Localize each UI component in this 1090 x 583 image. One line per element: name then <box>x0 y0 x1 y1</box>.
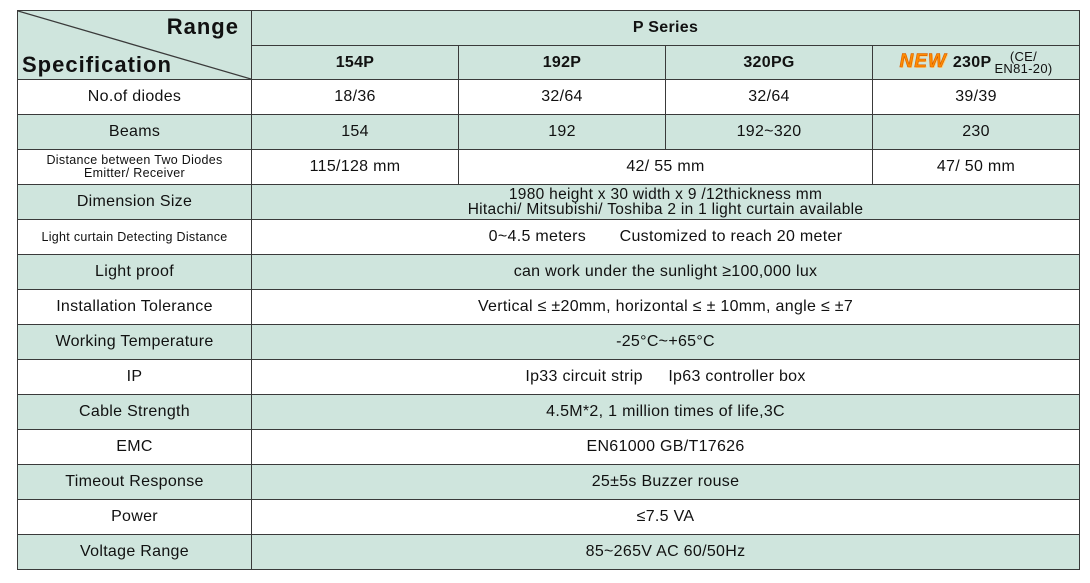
cell-distance-230p: 47/ 50 mm <box>873 150 1080 185</box>
row-timeout <box>18 465 1080 500</box>
row-beams <box>18 115 1080 150</box>
cell-diodes-154p: 18/36 <box>252 80 459 115</box>
cell-voltage: 85~265V AC 60/50Hz <box>252 535 1080 570</box>
label-distance-line-1: Distance between Two Diodes <box>46 153 223 167</box>
label-diodes: No.of diodes <box>18 80 252 115</box>
cell-diodes-192p: 32/64 <box>459 80 666 115</box>
label-emc: EMC <box>18 430 252 465</box>
ip-value-2: Ip63 controller box <box>668 368 806 385</box>
row-light-proof <box>18 255 1080 290</box>
cell-temperature: -25°C~+65°C <box>252 325 1080 360</box>
model-230p-label: 230P <box>952 53 992 71</box>
cell-beams-320pg: 192~320 <box>666 115 873 150</box>
cell-ip <box>252 360 1080 395</box>
label-voltage: Voltage Range <box>18 535 252 570</box>
row-diodes <box>18 80 1080 115</box>
cell-cable: 4.5M*2, 1 million times of life,3C <box>252 395 1080 430</box>
spec-table <box>17 10 1080 570</box>
model-154p: 154P <box>252 46 459 80</box>
row-temperature <box>18 325 1080 360</box>
cell-beams-230p: 230 <box>873 115 1080 150</box>
range-label: Range <box>166 14 239 39</box>
cell-beams-192p: 192 <box>459 115 666 150</box>
cell-emc: EN61000 GB/T17626 <box>252 430 1080 465</box>
model-320pg: 320PG <box>666 46 873 80</box>
ip-value-1: Ip33 circuit strip <box>525 368 643 385</box>
cell-beams-154p: 154 <box>252 115 459 150</box>
label-beams: Beams <box>18 115 252 150</box>
detecting-value-1: 0~4.5 meters <box>488 228 587 245</box>
specification-label: Specification <box>22 52 172 77</box>
label-cable: Cable Strength <box>18 395 252 430</box>
row-tolerance <box>18 290 1080 325</box>
cell-diodes-230p: 39/39 <box>873 80 1080 115</box>
model-230p-note <box>994 48 1053 76</box>
header-row-series <box>18 11 1080 46</box>
series-title: P Series <box>252 11 1080 46</box>
label-distance <box>18 150 252 185</box>
cell-dimension <box>252 185 1080 220</box>
row-power <box>18 500 1080 535</box>
label-light-proof: Light proof <box>18 255 252 290</box>
label-dimension: Dimension Size <box>18 185 252 220</box>
cell-light-proof: can work under the sunlight ≥100,000 lux <box>252 255 1080 290</box>
row-ip <box>18 360 1080 395</box>
label-ip: IP <box>18 360 252 395</box>
label-detecting: Light curtain Detecting Distance <box>18 220 252 255</box>
cell-detecting <box>252 220 1080 255</box>
cell-diodes-320pg: 32/64 <box>666 80 873 115</box>
cell-tolerance: Vertical ≤ ±20mm, horizontal ≤ ± 10mm, angle ≤ ±7 <box>252 290 1080 325</box>
new-badge: NEW <box>899 50 947 72</box>
label-power: Power <box>18 500 252 535</box>
label-tolerance: Installation Tolerance <box>18 290 252 325</box>
row-cable <box>18 395 1080 430</box>
model-230p <box>873 46 1080 80</box>
model-192p: 192P <box>459 46 666 80</box>
cell-distance-154p: 115/128 mm <box>252 150 459 185</box>
row-distance <box>18 150 1080 185</box>
label-temperature: Working Temperature <box>18 325 252 360</box>
row-detecting <box>18 220 1080 255</box>
row-dimension <box>18 185 1080 220</box>
label-timeout: Timeout Response <box>18 465 252 500</box>
note-line-1: (CE/ <box>1009 48 1038 64</box>
cell-power: ≤7.5 VA <box>252 500 1080 535</box>
cell-distance-192p-320pg: 42/ 55 mm <box>459 150 873 185</box>
cell-timeout: 25±5s Buzzer rouse <box>252 465 1080 500</box>
dimension-line-2: Hitachi/ Mitsubishi/ Toshiba 2 in 1 light curtain available <box>467 201 864 218</box>
label-distance-line-2: Emitter/ Receiver <box>84 166 185 180</box>
dimension-line-1: 1980 height x 30 width x 9 /12thickness mm <box>508 186 823 203</box>
detecting-value-2: Customized to reach 20 meter <box>619 228 843 245</box>
row-emc <box>18 430 1080 465</box>
row-voltage <box>18 535 1080 570</box>
header-corner-cell <box>18 11 252 80</box>
note-line-2: EN81-20) <box>994 60 1053 76</box>
